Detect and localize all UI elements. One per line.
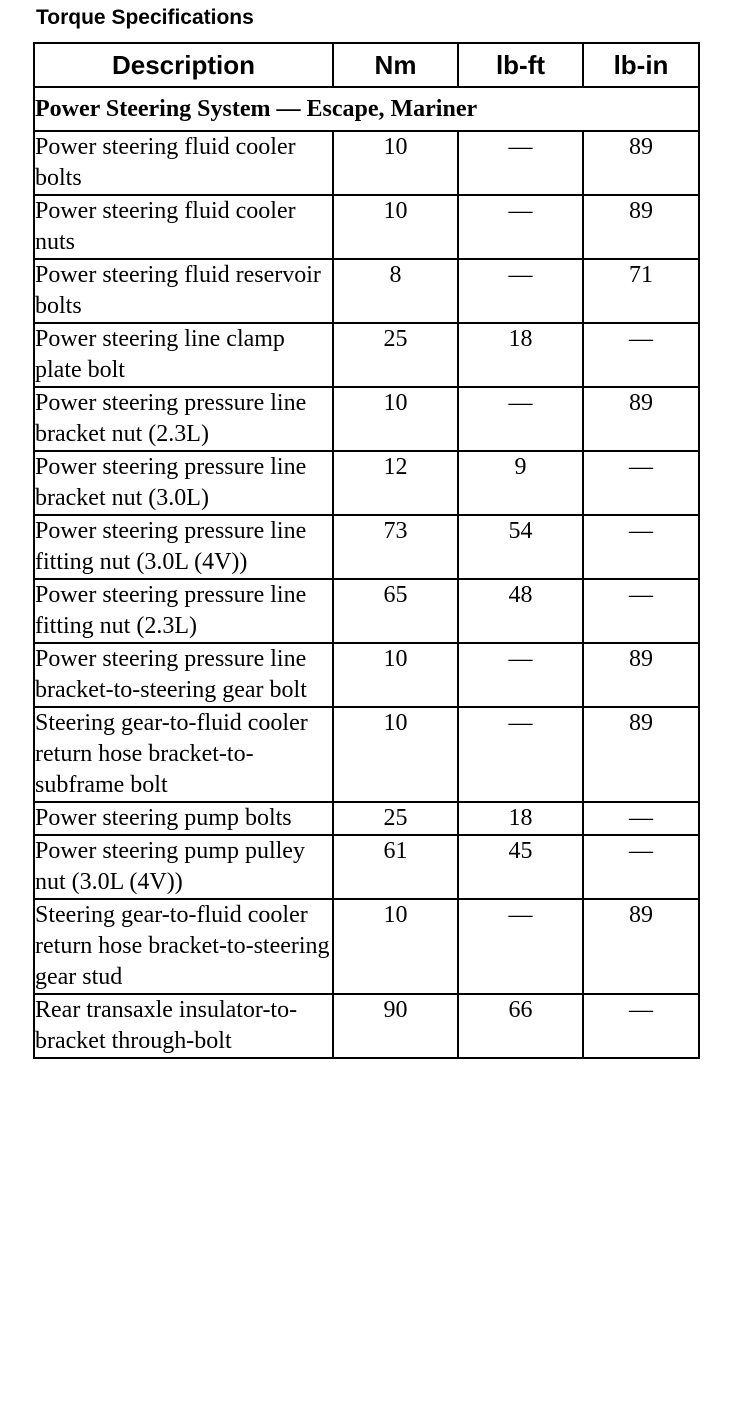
cell-nm: 10 bbox=[333, 131, 458, 195]
cell-lbin: 89 bbox=[583, 643, 699, 707]
cell-description: Steering gear-to-fluid cooler return hose bracket-to-subframe bolt bbox=[34, 707, 333, 802]
table-row bbox=[34, 899, 699, 994]
cell-lbft: 45 bbox=[458, 835, 583, 899]
table-row bbox=[34, 994, 699, 1058]
cell-lbin: 89 bbox=[583, 707, 699, 802]
cell-nm: 10 bbox=[333, 195, 458, 259]
table-row bbox=[34, 131, 699, 195]
section-title: Power Steering System — Escape, Mariner bbox=[34, 87, 699, 131]
table-row bbox=[34, 387, 699, 451]
table-row bbox=[34, 835, 699, 899]
column-header-nm: Nm bbox=[333, 43, 458, 87]
cell-lbin: — bbox=[583, 579, 699, 643]
cell-lbin: 89 bbox=[583, 195, 699, 259]
cell-nm: 25 bbox=[333, 323, 458, 387]
table-row bbox=[34, 259, 699, 323]
cell-lbft: 48 bbox=[458, 579, 583, 643]
page-title: Torque Specifications bbox=[36, 6, 254, 29]
cell-lbin: 71 bbox=[583, 259, 699, 323]
cell-lbin: — bbox=[583, 994, 699, 1058]
cell-description: Power steering pressure line fitting nut (3.0L (4V)) bbox=[34, 515, 333, 579]
cell-lbft: — bbox=[458, 131, 583, 195]
cell-nm: 10 bbox=[333, 643, 458, 707]
cell-lbft: 54 bbox=[458, 515, 583, 579]
cell-lbin: — bbox=[583, 323, 699, 387]
cell-description: Power steering pressure line bracket nut (3.0L) bbox=[34, 451, 333, 515]
cell-nm: 10 bbox=[333, 707, 458, 802]
cell-description: Rear transaxle insulator-to-bracket through-bolt bbox=[34, 994, 333, 1058]
cell-lbft: — bbox=[458, 387, 583, 451]
cell-lbft: — bbox=[458, 259, 583, 323]
cell-lbft: 18 bbox=[458, 802, 583, 835]
table-row bbox=[34, 195, 699, 259]
cell-lbft: 18 bbox=[458, 323, 583, 387]
section-row bbox=[34, 87, 699, 131]
cell-description: Steering gear-to-fluid cooler return hose bracket-to-steering gear stud bbox=[34, 899, 333, 994]
cell-lbin: — bbox=[583, 802, 699, 835]
cell-lbin: 89 bbox=[583, 387, 699, 451]
column-header-lbin: lb-in bbox=[583, 43, 699, 87]
cell-description: Power steering pressure line fitting nut (2.3L) bbox=[34, 579, 333, 643]
cell-description: Power steering pressure line bracket nut (2.3L) bbox=[34, 387, 333, 451]
table-row bbox=[34, 515, 699, 579]
column-header-description: Description bbox=[34, 43, 333, 87]
table-row bbox=[34, 707, 699, 802]
cell-nm: 12 bbox=[333, 451, 458, 515]
cell-description: Power steering fluid reservoir bolts bbox=[34, 259, 333, 323]
cell-description: Power steering line clamp plate bolt bbox=[34, 323, 333, 387]
cell-description: Power steering pump bolts bbox=[34, 802, 333, 835]
torque-spec-table bbox=[33, 42, 700, 1059]
header-row bbox=[34, 43, 699, 87]
cell-nm: 10 bbox=[333, 899, 458, 994]
cell-nm: 25 bbox=[333, 802, 458, 835]
cell-lbft: — bbox=[458, 643, 583, 707]
table-row bbox=[34, 451, 699, 515]
cell-nm: 61 bbox=[333, 835, 458, 899]
cell-lbft: — bbox=[458, 707, 583, 802]
cell-nm: 8 bbox=[333, 259, 458, 323]
cell-lbin: 89 bbox=[583, 899, 699, 994]
cell-lbin: 89 bbox=[583, 131, 699, 195]
cell-lbft: 66 bbox=[458, 994, 583, 1058]
cell-nm: 10 bbox=[333, 387, 458, 451]
cell-description: Power steering fluid cooler nuts bbox=[34, 195, 333, 259]
cell-lbin: — bbox=[583, 835, 699, 899]
table-row bbox=[34, 579, 699, 643]
cell-description: Power steering pressure line bracket-to-steering gear bolt bbox=[34, 643, 333, 707]
cell-lbin: — bbox=[583, 451, 699, 515]
cell-lbft: — bbox=[458, 899, 583, 994]
column-header-lbft: lb-ft bbox=[458, 43, 583, 87]
cell-nm: 65 bbox=[333, 579, 458, 643]
cell-lbft: — bbox=[458, 195, 583, 259]
table-row bbox=[34, 323, 699, 387]
cell-nm: 90 bbox=[333, 994, 458, 1058]
table-row bbox=[34, 802, 699, 835]
cell-lbin: — bbox=[583, 515, 699, 579]
table-row bbox=[34, 643, 699, 707]
cell-nm: 73 bbox=[333, 515, 458, 579]
cell-description: Power steering fluid cooler bolts bbox=[34, 131, 333, 195]
cell-lbft: 9 bbox=[458, 451, 583, 515]
cell-description: Power steering pump pulley nut (3.0L (4V)) bbox=[34, 835, 333, 899]
